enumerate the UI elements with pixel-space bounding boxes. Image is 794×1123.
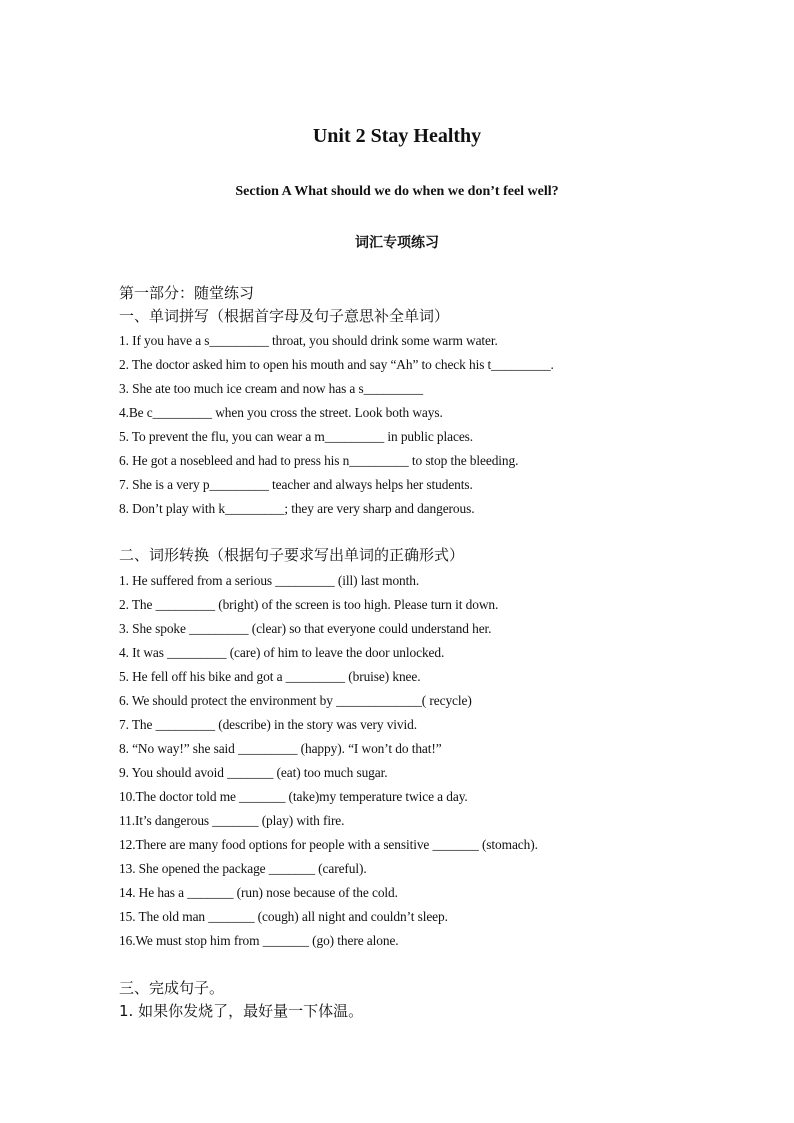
spelling-question: 8. Don’t play with k_________; they are very sharp and dangerous. <box>119 501 475 516</box>
part-one-label: 第一部分：随堂练习 <box>119 284 255 302</box>
page-title: Unit 2 Stay Healthy <box>312 125 482 147</box>
section-one-heading: 一、单词拼写（根据首字母及句子意思补全单词） <box>119 307 450 325</box>
word-form-question: 11.It’s dangerous _______ (play) with fire. <box>119 813 345 828</box>
section-three-heading: 三、完成句子。 <box>119 979 225 997</box>
word-form-question: 10.The doctor told me _______ (take)my temperature twice a day. <box>119 789 468 804</box>
section-two-heading: 二、词形转换（根据句子要求写出单词的正确形式） <box>119 546 465 564</box>
word-form-question: 8. “No way!” she said _________ (happy). “I won’t do that!” <box>119 741 442 756</box>
spelling-question: 5. To prevent the flu, you can wear a m_________ in public places. <box>119 429 474 444</box>
sentence-completion-question: 1. 如果你发烧了，最好量一下体温。 <box>119 1002 364 1020</box>
word-form-question: 12.There are many food options for people with a sensitive _______ (stomach). <box>119 837 538 852</box>
word-form-question: 2. The _________ (bright) of the screen is too high. Please turn it down. <box>119 597 499 612</box>
spelling-question: 3. She ate too much ice cream and now has a s_________ <box>119 381 423 396</box>
word-form-question: 1. He suffered from a serious _________ (ill) last month. <box>119 573 420 588</box>
word-form-question: 5. He fell off his bike and got a _________ (bruise) knee. <box>119 669 421 684</box>
word-form-question: 14. He has a _______ (run) nose because of the cold. <box>119 885 398 900</box>
spelling-question: 6. He got a nosebleed and had to press his n_________ to stop the bleeding. <box>119 453 519 468</box>
section-subtitle: Section A What should we do when we don’t feel well? <box>235 184 559 199</box>
word-form-question: 13. She opened the package _______ (careful). <box>119 861 367 876</box>
spelling-question: 2. The doctor asked him to open his mouth and say “Ah” to check his t_________. <box>119 357 554 372</box>
word-form-question: 16.We must stop him from _______ (go) there alone. <box>119 933 399 948</box>
word-form-question-list <box>119 569 679 953</box>
spelling-question: 1. If you have a s_________ throat, you should drink some warm water. <box>119 333 498 348</box>
word-form-question: 4. It was _________ (care) of him to leave the door unlocked. <box>119 645 445 660</box>
vocab-practice-heading: 词汇专项练习 <box>355 235 439 251</box>
word-form-question: 3. She spoke _________ (clear) so that everyone could understand her. <box>119 621 492 636</box>
word-form-question: 7. The _________ (describe) in the story was very vivid. <box>119 717 417 732</box>
spelling-question: 7. She is a very p_________ teacher and always helps her students. <box>119 477 473 492</box>
word-form-question: 15. The old man _______ (cough) all night and couldn’t sleep. <box>119 909 448 924</box>
spelling-question-list <box>119 329 679 521</box>
word-form-question: 9. You should avoid _______ (eat) too much sugar. <box>119 765 388 780</box>
spelling-question: 4.Be c_________ when you cross the street. Look both ways. <box>119 405 443 420</box>
word-form-question: 6. We should protect the environment by _____________( recycle) <box>119 693 472 708</box>
